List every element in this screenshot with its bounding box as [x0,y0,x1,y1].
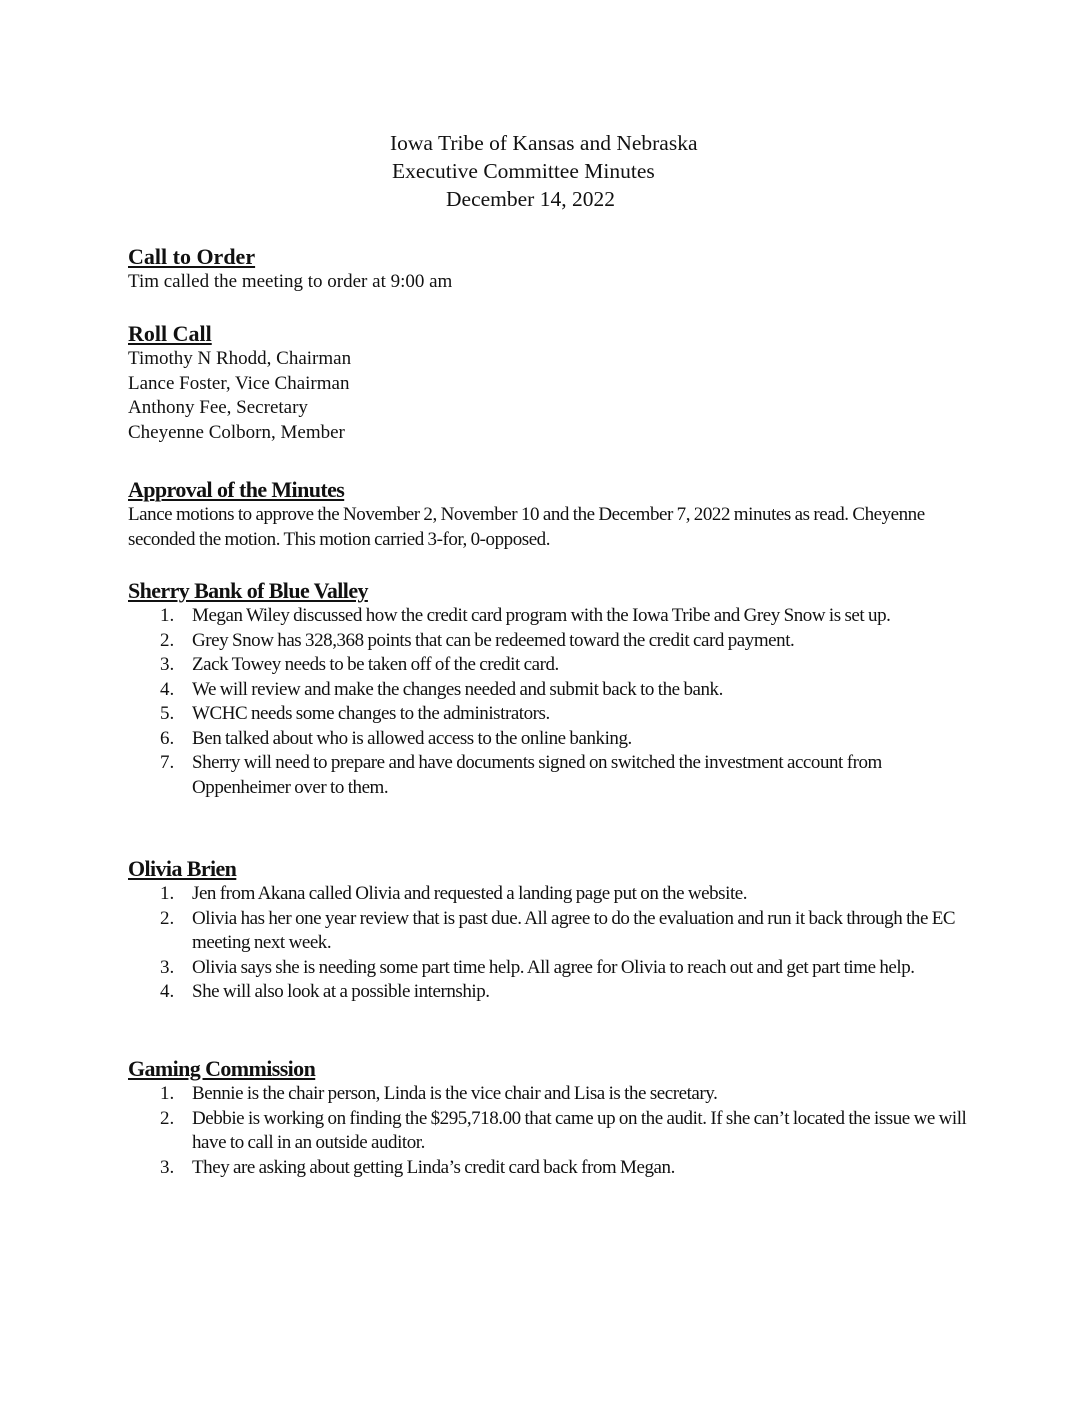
item-number: 5. [160,703,175,724]
item-text: Olivia says she is needing some part time help. All agree for Olivia to reach out and get part time help. [192,956,915,978]
section-gaming-commission [128,1056,968,1180]
list-item [128,678,968,703]
meeting-date: December 14, 2022 [446,187,615,211]
item-text: Ben talked about who is allowed access to the online banking. [192,727,632,749]
item-number: 4. [160,981,175,1002]
list-item [128,1156,968,1181]
item-number: 3. [160,956,175,978]
section-heading: Approval of the Minutes [128,477,345,502]
list-item [128,980,968,1005]
item-text: We will review and make the changes needed and submit back to the bank. [192,678,723,700]
roll-call-member: Lance Foster, Vice Chairman [128,372,350,394]
item-number: 1. [160,1083,175,1104]
list-item [128,751,968,800]
section-heading: Roll Call [128,321,212,346]
item-number: 2. [160,629,175,651]
item-text: Debbie is working on finding the $295,718.00 that came up on the audit. If she can’t located the issue we will have to call in an outside auditor. [192,1107,967,1153]
item-text: They are asking about getting Linda’s credit card back from Megan. [192,1156,675,1178]
organization-name: Iowa Tribe of Kansas and Nebraska [390,131,698,155]
item-number: 7. [160,752,175,773]
list-item [128,702,968,727]
item-number: 2. [160,1107,175,1129]
list-item [128,956,968,981]
section-heading: Gaming Commission [128,1056,316,1081]
list-item [128,882,968,907]
section-heading: Call to Order [128,244,256,269]
section-olivia-brien [128,856,968,1005]
item-list [128,604,968,800]
item-list [128,1082,968,1180]
section-heading: Olivia Brien [128,856,237,881]
list-item [128,629,968,654]
roll-call-member: Anthony Fee, Secretary [128,397,308,418]
list-item [128,1107,968,1156]
item-text: Grey Snow has 328,368 points that can be redeemed toward the credit card payment. [192,629,795,651]
item-number: 3. [160,1156,175,1178]
item-number: 4. [160,678,175,700]
item-text: Zack Towey needs to be taken off of the credit card. [192,654,559,675]
item-text: Megan Wiley discussed how the credit card program with the Iowa Tribe and Grey Snow is set up. [192,605,891,626]
item-text: She will also look at a possible internship. [192,981,490,1002]
list-item [128,727,968,752]
item-text: Olivia has her one year review that is past due. All agree to do the evaluation and run it back through the EC meeting next week. [192,907,956,953]
section-roll-call [128,321,968,445]
roll-call-member: Timothy N Rhodd, Chairman [128,348,352,369]
item-text: WCHC needs some changes to the administrators. [192,703,550,724]
section-sherry-bank [128,578,968,800]
item-list [128,882,968,1005]
list-item [128,907,968,956]
item-text: Sherry will need to prepare and have documents signed on switched the investment account from Oppenheimer over to them. [192,752,882,798]
list-item [128,1082,968,1107]
call-to-order-text: Tim called the meeting to order at 9:00 am [128,271,453,292]
item-number: 6. [160,727,175,749]
roll-call-member: Cheyenne Colborn, Member [128,421,345,443]
item-number: 3. [160,654,175,675]
approval-text: Lance motions to approve the November 2, November 10 and the December 7, 2022 minutes as read. Cheyenne seconded the motion. This motion carried 3-for, 0-opposed. [128,504,925,550]
item-text: Bennie is the chair person, Linda is the vice chair and Lisa is the secretary. [192,1083,718,1104]
section-call-to-order [128,244,968,295]
document-title: Executive Committee Minutes [392,159,655,183]
item-number: 1. [160,883,175,904]
section-approval-of-minutes [128,477,968,552]
item-number: 1. [160,605,175,626]
item-text: Jen from Akana called Olivia and requested a landing page put on the website. [192,883,748,904]
section-heading: Sherry Bank of Blue Valley [128,578,368,603]
item-number: 2. [160,907,175,929]
list-item [128,653,968,678]
list-item [128,604,968,629]
